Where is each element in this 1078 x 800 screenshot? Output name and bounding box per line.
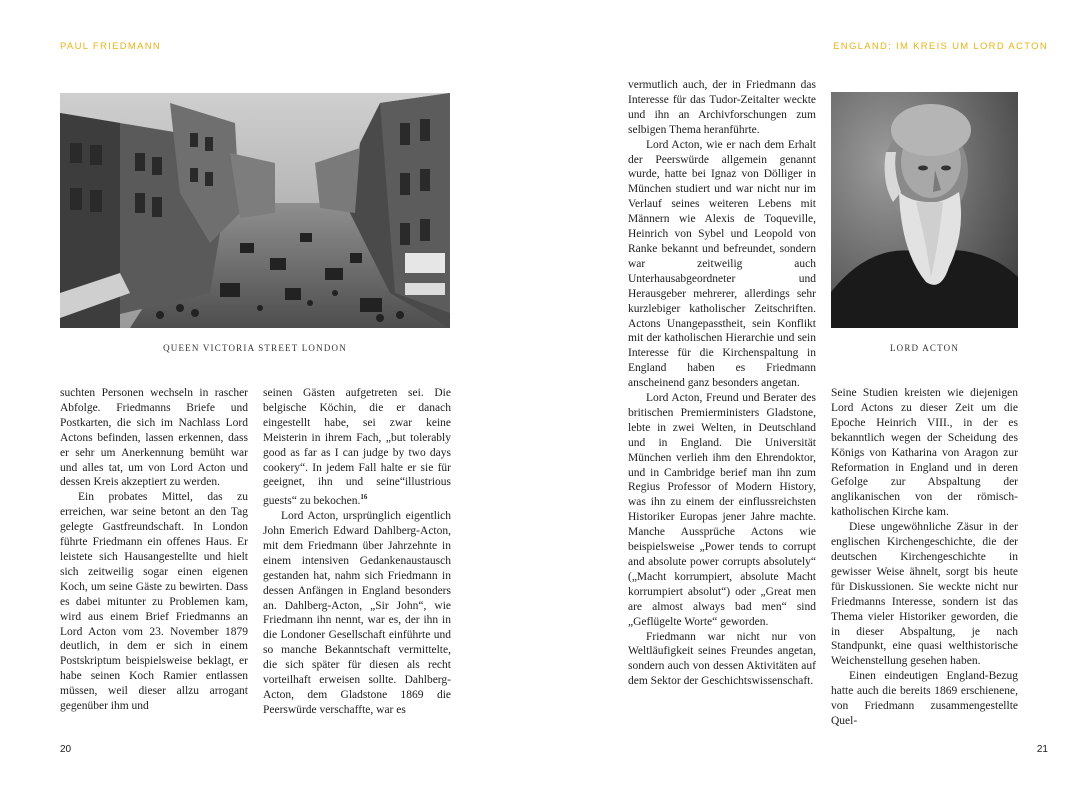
paragraph: Lord Acton, Freund und Berater des britischen Premierministers Gladstone, lebte in zwei Welten, in Deutschland und in England. Die Universität München verlieh ihm den Ehrendoktor, und in Cambridge berief man ihn zum Regius Professor of Modern History, was ihn zu einem der einflussreichsten Historiker Europas jener Jahre machte. Manche Aussprüche Actons wie beispielsweise „Power tends to corrupt and absolute power corrupts absolutely“ („Macht korrumpiert, absolute Macht korrumpiert absolut“) oder „Great men are almost always bad men“ sind „Geflügelte Worte“ geworden.: [628, 392, 816, 628]
text-column-2: [263, 386, 451, 718]
photo-caption-right: LORD ACTON: [889, 343, 960, 353]
text-column-4: [831, 386, 1018, 729]
street-photo: [60, 93, 450, 328]
paragraph: Friedmann war nicht nur von Weltläufigkeit seines Freundes angetan, sondern auch von dessen Aktivitäten auf dem Sektor der Geschichtswissenschaft.: [628, 630, 816, 688]
paragraph: Seine Studien kreisten wie diejenigen Lord Actons zu dieser Zeit um die Epoche Heinrich VIII., in der es bekanntlich wegen der Scheidung des Königs von Katharina von Aragon zur Reformation in England und in deren Gefolge zur Abspaltung der anglikanischen von der römisch-katholischen Kirche kam.: [831, 387, 1018, 519]
page-number-right: 21: [1036, 744, 1048, 755]
text-column-3: [628, 78, 816, 689]
paragraph: Lord Acton, wie er nach dem Erhalt der Peerswürde allgemein genannt wurde, hatte bei Ignaz von Dölliger in München studiert und war nicht nur im Verlauf seines weiteren Lebens mit Männern wie Alexis de Toqueville, Heinrich von Sybel und Leopold von Ranke bekannt und befreundet, sondern war zeitweilig auch Unterhausabgeordneter und Herausgeber mehrerer, allerdings sehr kurzlebiger katholischer Zeitschriften. Actons Unangepasstheit, sein Konflikt mit der katholischen Hierarchie und sein Interesse für die Kirchenspaltung in England haben es Friedmann anscheinend ganz besonders angetan.: [628, 138, 816, 390]
footnote-marker[interactable]: 16: [360, 493, 368, 502]
paragraph: Einen eindeutigen England-Bezug hatte auch die bereits 1869 erschienene, von Friedmann zusammengestellte Quel-: [831, 670, 1018, 727]
paragraph: suchten Personen wechseln in rascher Abfolge. Friedmanns Briefe und Postkarten, die sich im Nachlass Lord Actons befinden, lassen erkennen, dass er sehr um Anerkennung bemüht war und alles tat, um von Lord Acton und dessen Kreis akzeptiert zu werden.: [60, 387, 248, 489]
paragraph: Diese ungewöhnliche Zäsur in der englischen Kirchengeschichte, die der deutschen Kirchengeschichte in gewisser Weise ähnelt, sorgt bis heute für Diskussionen. Sie weckte nicht nur Friedmanns Interesse, sondern ist das Thema vieler Historiker geworden, die in dieser Abspaltung, je nach Standpunkt, eine quasi welthistorische Weichenstellung gesehen haben.: [831, 521, 1018, 668]
paragraph: [263, 386, 451, 509]
portrait-photo: [831, 92, 1018, 328]
page-number-left: 20: [60, 744, 72, 755]
running-head-left: PAUL FRIEDMANN: [60, 41, 162, 52]
right-page: [539, 0, 1078, 800]
paragraph: Lord Acton, ursprünglich eigentlich John Emerich Edward Dahlberg-Acton, mit dem Friedmann über Jahrzehnte in einem intensiven Gedankenaustausch gestanden hat, nahm sich Friedmann in dessen Anfängen in England besonders an. Dahlberg-Acton, „Sir John“, wie Friedmann ihn nennt, war es, der ihn in die Londoner Gesellschaft einführte und so manche Bekanntschaft vermittelte, die sich später für diesen als recht vorteilhaft erweisen sollte. Dahlberg-Acton, dem Gladstone 1869 die Peerswürde verschaffte, war es: [263, 510, 451, 716]
text-column-1: [60, 386, 248, 714]
paragraph: vermutlich auch, der in Friedmann das Interesse für das Tudor-Zeitalter weckte und ihn an Archivforschungen zum selbigen Thema heranführte.: [628, 79, 816, 136]
running-head-right: ENGLAND: IM KREIS UM LORD ACTON: [833, 41, 1048, 52]
paragraph-text: seinen Gästen aufgetreten sei. Die belgische Köchin, die er danach eingestellt habe, sei zwar keine Meisterin in ihrem Fach, „but tolerably good as far as I can judge by two days cookery“. In jedem Fall halte er sie für geeignet, ihn und seine“illustrious guests“ zu bekochen.: [263, 387, 451, 508]
photo-caption-left: QUEEN VICTORIA STREET LONDON: [163, 343, 347, 353]
paragraph: Ein probates Mittel, das zu erreichen, war seine betont an den Tag gelegte Gastfreundschaft. In London führte Friedmann ein offenes Haus. Er leistete sich Hausangestellte und hielt sich zeitweilig sogar einen eigenen Koch, um seine Gäste zu bewirten. Dass es dabei mitunter zu Problemen kam, wird aus einem Brief Friedmanns an Lord Acton vom 23. November 1879 deutlich, in dem er sich in einem Postskriptum beispielsweise beklagt, er habe seinen Koch Ramier entlassen müssen, weil dieser allzu arrogant gegenüber ihm und: [60, 491, 248, 713]
